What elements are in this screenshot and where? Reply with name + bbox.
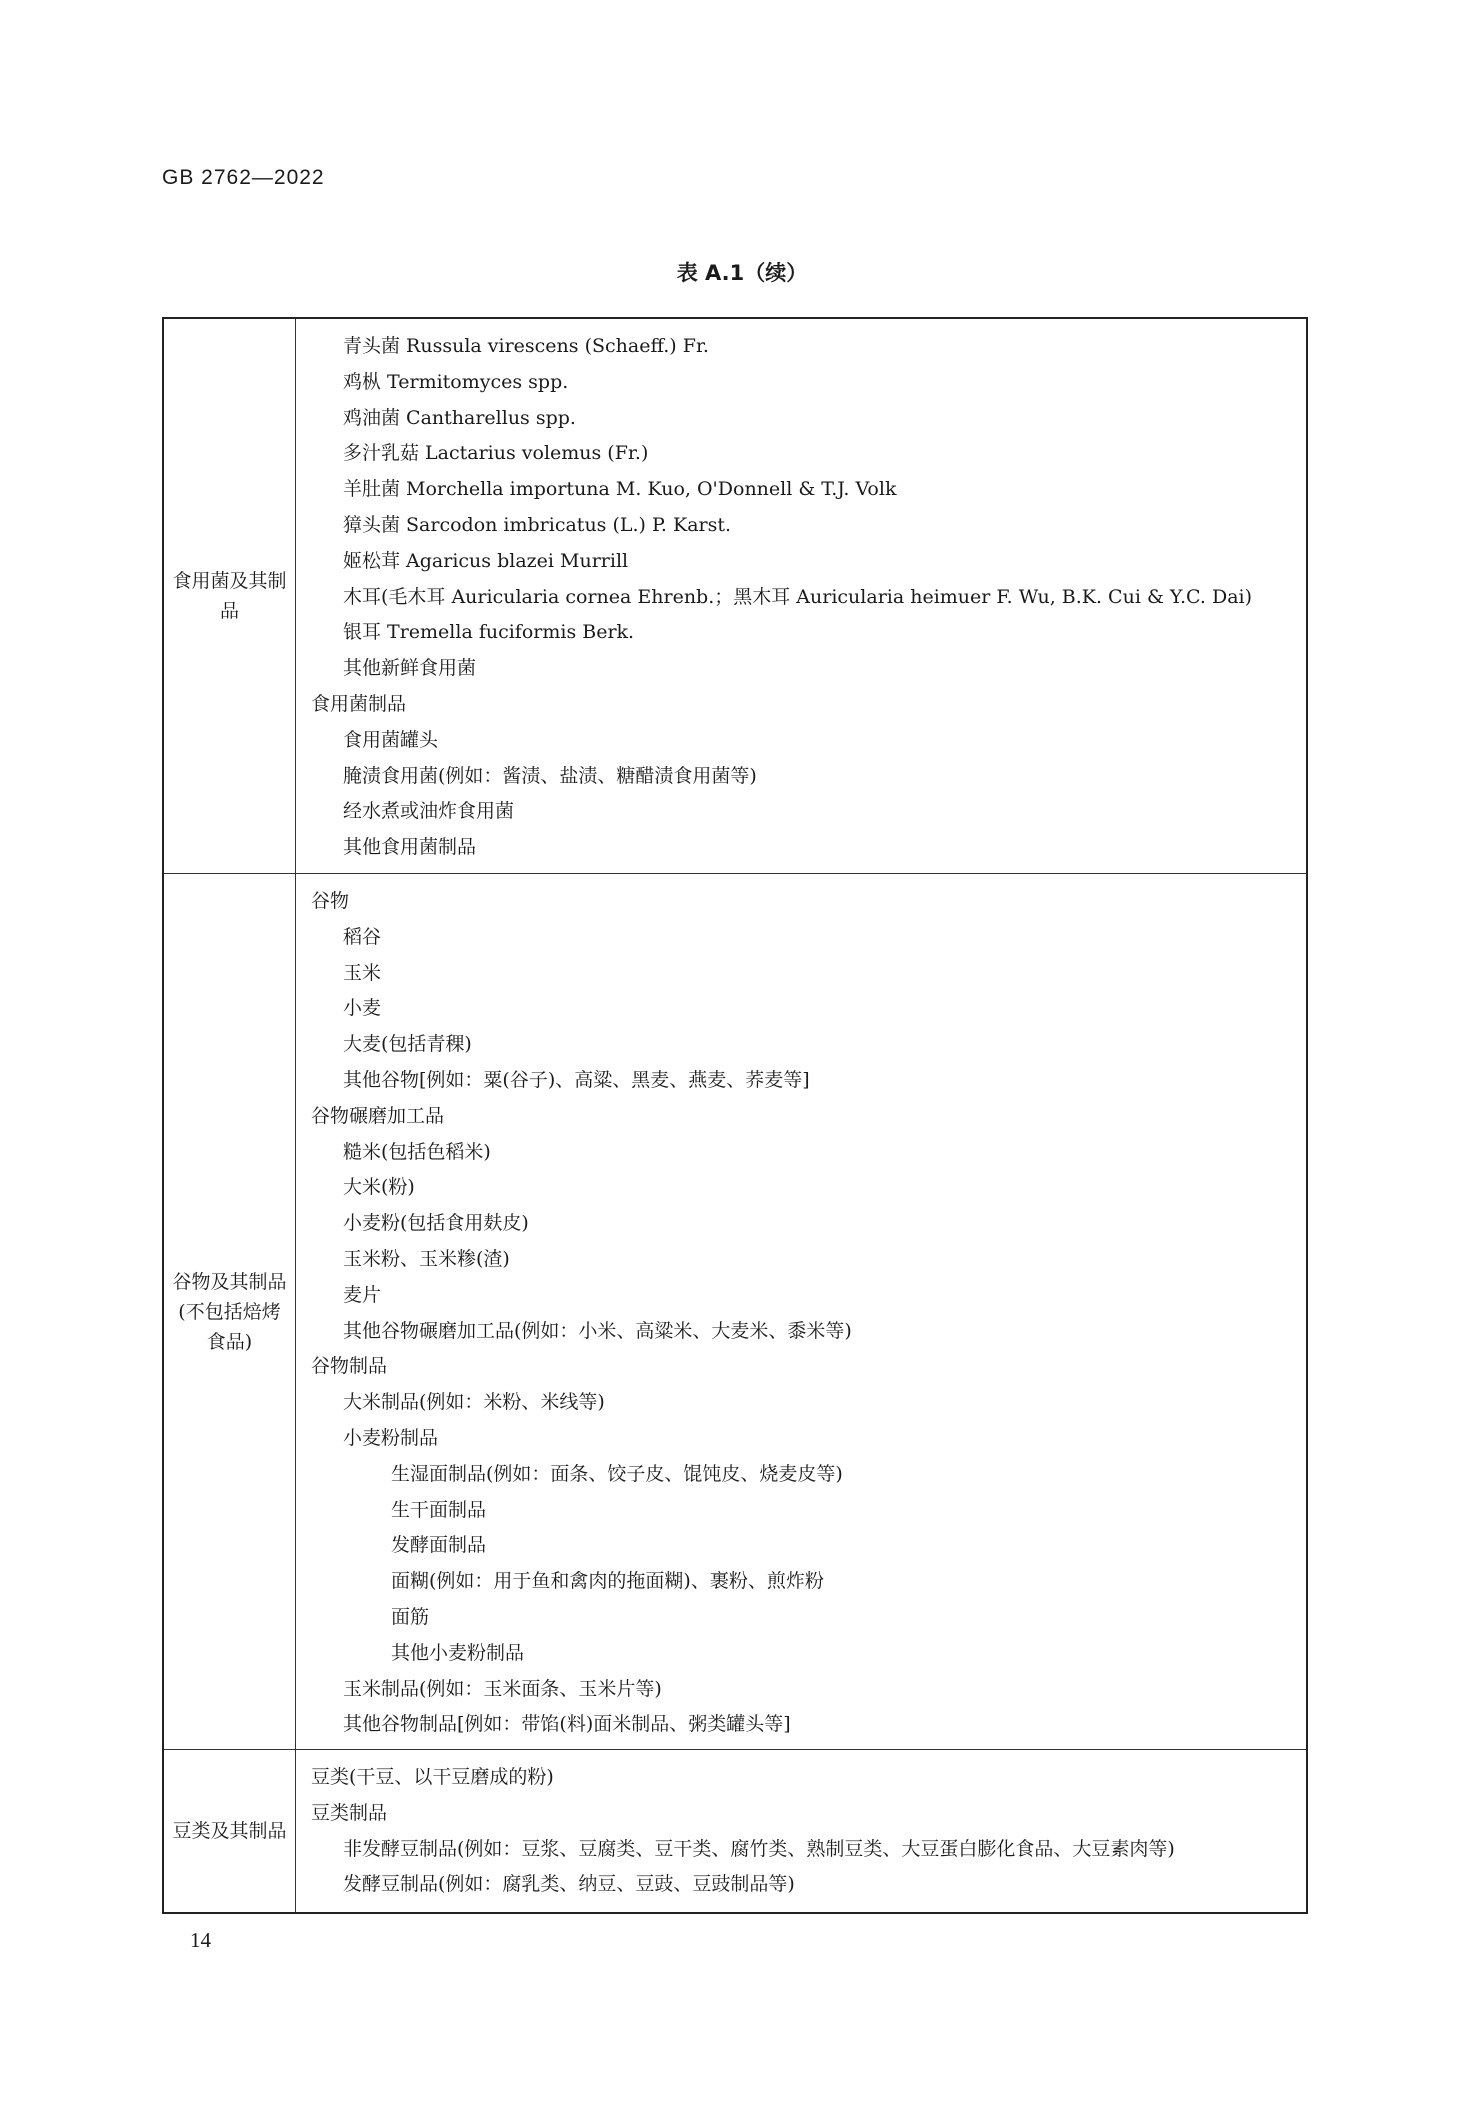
list-item: 其他谷物[例如：粟(谷子)、高粱、黑麦、燕麦、荞麦等] <box>343 1068 810 1091</box>
list-item: 面筋 <box>391 1605 430 1628</box>
table-row <box>164 1749 1306 1912</box>
list-item: 多汁乳菇 Lactarius volemus (Fr.) <box>343 442 649 465</box>
items-list <box>295 1760 1306 1903</box>
list-item: 獐头菌 Sarcodon imbricatus (L.) P. Karst. <box>343 513 732 536</box>
list-item: 鸡枞 Termitomyces spp. <box>343 370 569 393</box>
list-item: 食用菌罐头 <box>343 728 439 751</box>
list-item: 银耳 Tremella fuciformis Berk. <box>343 621 635 644</box>
list-item: 谷物制品 <box>311 1355 388 1378</box>
list-item: 发酵面制品 <box>391 1534 487 1557</box>
list-item: 稻谷 <box>343 925 382 948</box>
list-item: 其他食用菌制品 <box>343 836 477 859</box>
list-item: 小麦 <box>343 997 382 1020</box>
items-list <box>295 329 1306 866</box>
list-item: 大米制品(例如：米粉、米线等) <box>343 1391 605 1414</box>
standard-number: GB 2762—2022 <box>162 166 325 189</box>
list-item: 玉米粉、玉米糁(渣) <box>343 1247 510 1270</box>
list-item: 其他谷物制品[例如：带馅(料)面米制品、粥类罐头等] <box>343 1713 791 1736</box>
list-item: 木耳(毛木耳 Auricularia cornea Ehrenb.；黑木耳 Auricularia heimuer F. Wu, B.K. Cui & Y.C. Dai) <box>343 585 1253 608</box>
list-item: 谷物 <box>311 890 350 912</box>
list-item: 其他谷物碾磨加工品(例如：小米、高粱米、大麦米、黍米等) <box>343 1319 852 1342</box>
list-item: 生湿面制品(例如：面条、饺子皮、馄饨皮、烧麦皮等) <box>391 1462 843 1485</box>
list-item: 其他小麦粉制品 <box>391 1641 525 1664</box>
table-row <box>164 319 1306 873</box>
food-category-table <box>162 317 1308 1914</box>
category-label: 豆类及其制品 <box>172 1820 287 1842</box>
category-label: 谷物及其制品(不包括焙烤食品) <box>172 1270 287 1353</box>
list-item: 麦片 <box>343 1283 382 1306</box>
list-item: 谷物碾磨加工品 <box>311 1104 445 1127</box>
category-label: 食用菌及其制品 <box>172 570 287 622</box>
list-item: 生干面制品 <box>391 1498 487 1521</box>
category-cell <box>164 319 296 873</box>
items-list <box>295 884 1306 1743</box>
list-item: 鸡油菌 Cantharellus spp. <box>343 406 576 429</box>
list-item: 羊肚菌 Morchella importuna M. Kuo, O'Donnell & T.J. Volk <box>343 478 897 501</box>
list-item: 面糊(例如：用于鱼和禽肉的拖面糊)、裹粉、煎炸粉 <box>391 1570 824 1593</box>
list-item: 其他新鲜食用菌 <box>343 657 477 680</box>
list-item: 大米(粉) <box>343 1176 415 1199</box>
list-item: 姬松茸 Agaricus blazei Murrill <box>343 549 629 572</box>
list-item: 小麦粉(包括食用麸皮) <box>343 1212 529 1235</box>
page-number: 14 <box>190 1928 211 1952</box>
table-title: 表 A.1（续） <box>676 261 808 285</box>
list-item: 食用菌制品 <box>311 692 407 715</box>
category-cell <box>164 874 296 1749</box>
list-item: 青头菌 Russula virescens (Schaeff.) Fr. <box>343 335 709 357</box>
list-item: 豆类制品 <box>311 1801 388 1824</box>
list-item: 玉米制品(例如：玉米面条、玉米片等) <box>343 1677 662 1700</box>
list-item: 糙米(包括色稻米) <box>343 1140 491 1163</box>
list-item: 发酵豆制品(例如：腐乳类、纳豆、豆豉、豆豉制品等) <box>343 1873 795 1896</box>
list-item: 经水煮或油炸食用菌 <box>343 800 515 823</box>
table-row <box>164 873 1306 1749</box>
list-item: 大麦(包括青稞) <box>343 1033 472 1056</box>
list-item: 非发酵豆制品(例如：豆浆、豆腐类、豆干类、腐竹类、熟制豆类、大豆蛋白膨化食品、大豆素肉等) <box>343 1837 1175 1860</box>
list-item: 小麦粉制品 <box>343 1426 439 1449</box>
list-item: 玉米 <box>343 961 382 984</box>
list-item: 豆类(干豆、以干豆磨成的粉) <box>311 1766 554 1788</box>
category-cell <box>164 1750 296 1912</box>
list-item: 腌渍食用菌(例如：酱渍、盐渍、糖醋渍食用菌等) <box>343 764 757 787</box>
